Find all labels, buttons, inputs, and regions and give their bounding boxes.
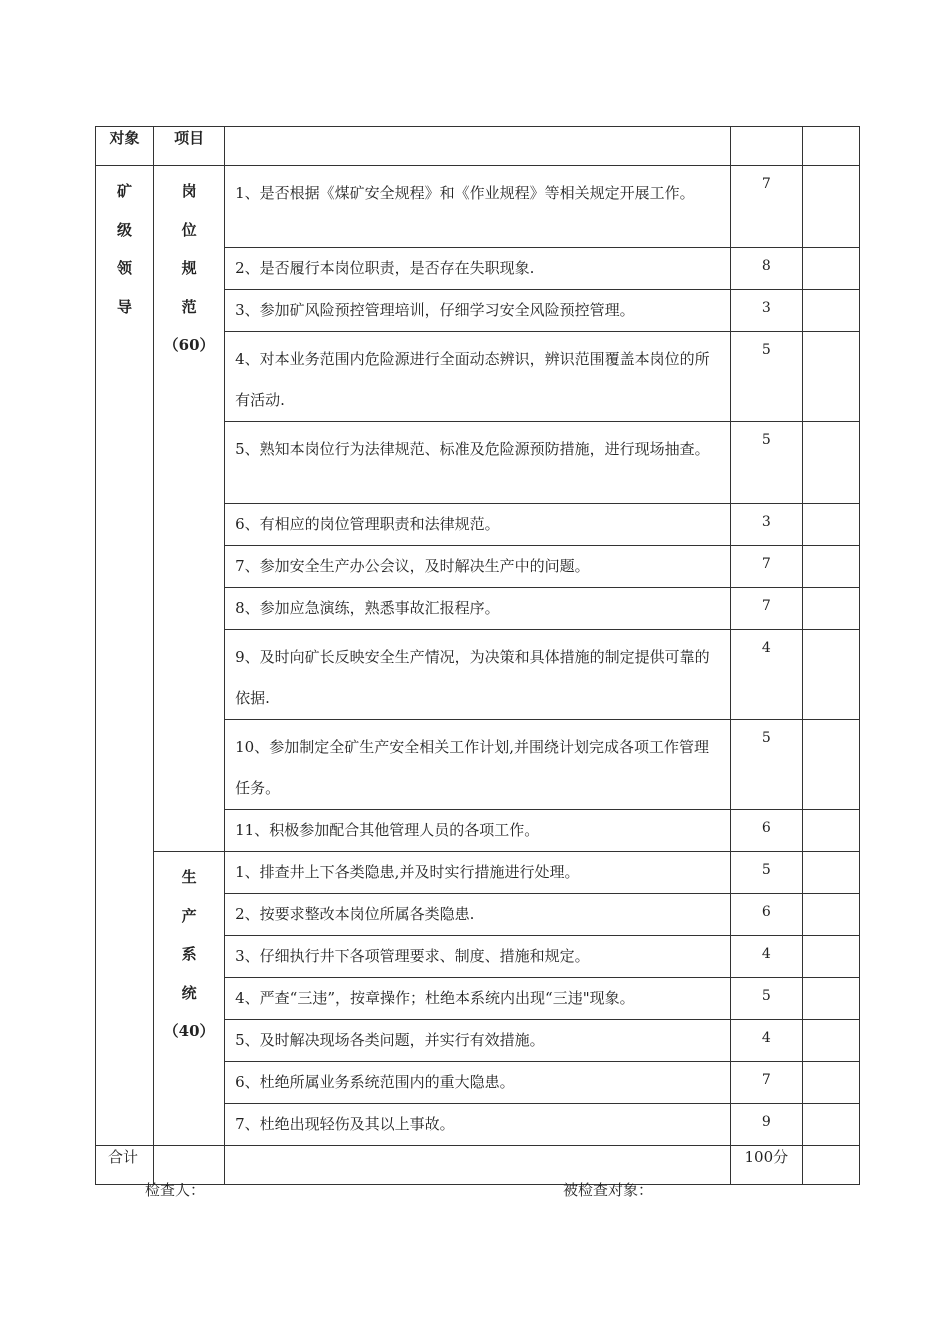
item-text: 8、参加应急演练，熟悉事故汇报程序。 <box>225 588 731 630</box>
item-score: 9 <box>730 1104 802 1146</box>
item-actual-score-cell[interactable] <box>802 720 859 810</box>
item-score: 6 <box>730 810 802 852</box>
total-row <box>96 1146 860 1185</box>
object-label-char: 矿 <box>117 182 133 200</box>
item-score: 5 <box>730 720 802 810</box>
item-actual-score-cell[interactable] <box>802 166 859 248</box>
total-content-cell <box>225 1146 731 1185</box>
item-actual-score-cell[interactable] <box>802 504 859 546</box>
item-actual-score-cell[interactable] <box>802 290 859 332</box>
inspector-label: 检查人： <box>145 1181 206 1199</box>
item-text: 3、仔细执行井下各项管理要求、制度、措施和规定。 <box>225 936 731 978</box>
item-score: 5 <box>730 978 802 1020</box>
item-actual-score-cell[interactable] <box>802 810 859 852</box>
section-title-char: 范 <box>181 297 197 316</box>
section-title-char: 产 <box>181 906 197 925</box>
total-value: 100分 <box>730 1146 802 1185</box>
item-score: 4 <box>730 936 802 978</box>
header-content <box>225 127 731 166</box>
item-score: 7 <box>730 166 802 248</box>
inspection-table <box>95 126 860 1185</box>
header-object: 对象 <box>96 127 154 166</box>
section-title-char: 统 <box>181 983 197 1002</box>
item-score: 5 <box>730 852 802 894</box>
total-label: 合计 <box>96 1146 154 1185</box>
item-text: 7、参加安全生产办公会议，及时解决生产中的问题。 <box>225 546 731 588</box>
item-actual-score-cell[interactable] <box>802 422 859 504</box>
item-score: 3 <box>730 290 802 332</box>
section-title-char: （40） <box>163 1022 215 1040</box>
item-score: 7 <box>730 546 802 588</box>
object-label <box>96 166 154 1146</box>
header-extra <box>802 127 859 166</box>
item-actual-score-cell[interactable] <box>802 852 859 894</box>
item-actual-score-cell[interactable] <box>802 1104 859 1146</box>
section-title-char: （60） <box>163 336 215 354</box>
object-label-char: 导 <box>117 297 133 316</box>
section-title-char: 系 <box>181 945 197 963</box>
header-score <box>730 127 802 166</box>
item-text: 1、排查井上下各类隐患,并及时实行措施进行处理。 <box>225 852 731 894</box>
section-title <box>154 852 225 1146</box>
section-title-char: 位 <box>181 220 197 239</box>
item-text: 9、及时向矿长反映安全生产情况，为决策和具体措施的制定提供可靠的依据. <box>225 630 731 720</box>
table-row <box>96 852 860 894</box>
header-project: 项目 <box>154 127 225 166</box>
inspected-label: 被检查对象： <box>563 1181 654 1199</box>
item-score: 7 <box>730 1062 802 1104</box>
item-actual-score-cell[interactable] <box>802 630 859 720</box>
item-text: 2、是否履行本岗位职责，是否存在失职现象. <box>225 248 731 290</box>
item-actual-score-cell[interactable] <box>802 1062 859 1104</box>
item-score: 6 <box>730 894 802 936</box>
item-text: 3、参加矿风险预控管理培训，仔细学习安全风险预控管理。 <box>225 290 731 332</box>
item-score: 4 <box>730 630 802 720</box>
total-actual-cell[interactable] <box>802 1146 859 1185</box>
item-text: 1、是否根据《煤矿安全规程》和《作业规程》等相关规定开展工作。 <box>225 166 731 248</box>
object-label-char: 领 <box>117 259 133 277</box>
item-score: 5 <box>730 422 802 504</box>
item-text: 10、参加制定全矿生产安全相关工作计划,并围绕计划完成各项工作管理任务。 <box>225 720 731 810</box>
header-row <box>96 127 860 166</box>
item-score: 3 <box>730 504 802 546</box>
item-actual-score-cell[interactable] <box>802 588 859 630</box>
item-actual-score-cell[interactable] <box>802 248 859 290</box>
item-score: 5 <box>730 332 802 422</box>
item-actual-score-cell[interactable] <box>802 894 859 936</box>
item-actual-score-cell[interactable] <box>802 978 859 1020</box>
table-row <box>96 166 860 248</box>
item-score: 7 <box>730 588 802 630</box>
item-text: 4、严查“三违”，按章操作；杜绝本系统内出现“三违"现象。 <box>225 978 731 1020</box>
section-title-char: 规 <box>181 259 197 277</box>
item-actual-score-cell[interactable] <box>802 546 859 588</box>
item-text: 7、杜绝出现轻伤及其以上事故。 <box>225 1104 731 1146</box>
item-actual-score-cell[interactable] <box>802 936 859 978</box>
section-title-char: 生 <box>181 868 197 886</box>
item-text: 6、杜绝所属业务系统范围内的重大隐患。 <box>225 1062 731 1104</box>
item-text: 5、熟知本岗位行为法律规范、标准及危险源预防措施，进行现场抽查。 <box>225 422 731 504</box>
item-text: 4、对本业务范围内危险源进行全面动态辨识，辨识范围覆盖本岗位的所有活动. <box>225 332 731 422</box>
object-label-char: 级 <box>117 220 133 239</box>
section-title <box>154 166 225 852</box>
item-text: 2、按要求整改本岗位所属各类隐患. <box>225 894 731 936</box>
item-actual-score-cell[interactable] <box>802 1020 859 1062</box>
item-actual-score-cell[interactable] <box>802 332 859 422</box>
item-text: 5、及时解决现场各类问题，并实行有效措施。 <box>225 1020 731 1062</box>
section-title-char: 岗 <box>181 182 197 200</box>
item-text: 11、积极参加配合其他管理人员的各项工作。 <box>225 810 731 852</box>
item-score: 8 <box>730 248 802 290</box>
item-score: 4 <box>730 1020 802 1062</box>
item-text: 6、有相应的岗位管理职责和法律规范。 <box>225 504 731 546</box>
